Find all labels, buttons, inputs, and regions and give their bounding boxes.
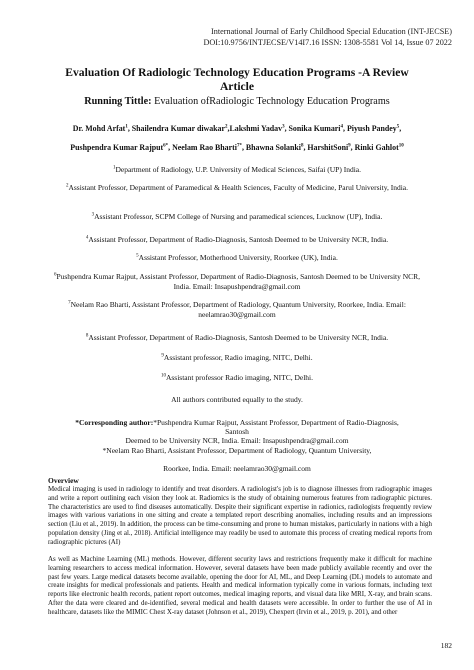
author: Neelam Rao Bharti$^{7*}$,	[172, 143, 246, 152]
page-number: 182	[440, 641, 452, 650]
author: Pushpendra Kumar Rajput$^{6*}$,	[70, 143, 173, 152]
author: Shailendra Kumar diwakar$^2$,	[131, 124, 230, 133]
author: Sonika Kumari$^4$,	[288, 124, 347, 133]
journal-header	[203, 26, 452, 48]
corresponding-author-line2: Santosh	[225, 427, 249, 436]
corresponding-author-line4: *Neelam Rao Bharti, Assistant Professor, Department of Radiology, Quantum University,	[102, 446, 372, 455]
corresponding-author-line5: Roorkee, India. Email: neelamrao30@gmail.com	[163, 464, 311, 473]
author: Piyush Pandey$^5$,	[346, 124, 402, 133]
affiliation-1: $^1$Department of Radiology, U.P. University of Medical Sciences, Saifai (UP) India.	[112, 165, 361, 174]
paper-title-line1: Evaluation Of Radiologic Technology Education Programs -A Review	[65, 66, 409, 79]
equal-contribution-note: All authors contributed equally to the study.	[171, 395, 303, 404]
affiliation-4: $^4$Assistant Professor, Department of Radio-Diagnosis, Santosh Deemed to be University NCR, India.	[85, 235, 389, 244]
authors-line-1	[30, 124, 444, 134]
running-title-label: Running Tittle:	[84, 96, 152, 107]
author: Bhawna Solanki$^8$,	[245, 143, 308, 152]
corresponding-author-line3: Deemed to be University NCR, India. Email: Insapushpendra@gmail.com	[125, 436, 349, 445]
affiliation-6: $^6$Pushpendra Kumar Rajput, Assistant Professor, Department of Radio-Diagnosis, Santosh Deemed to be University NCR, India. Email: Insapushpendra@gmail.com	[53, 272, 421, 291]
author: Lakshmi Yadav$^3$,	[229, 124, 289, 133]
affiliation-2: $^2$Assistant Professor, Department of Paramedical & Health Sciences, Faculty of Medicine, Parul University, India.	[65, 183, 409, 192]
affiliation-5: $^5$Assistant Professor, Motherhood University, Roorkee (UK), India.	[136, 253, 338, 262]
running-title-text: Evaluation ofRadiologic Technology Education Programs	[151, 96, 390, 107]
overview-paragraph-2: As well as Machine Learning (ML) methods. However, different security laws and restrictions frequently make it difficult for machine learning researchers to access medical information. However, several datasets have been made publicly available recently and over the past few years. Large medical datasets become available, opening the door for AI, ML, and Deep Learning (DL) models to automate and create insights for medical professionals and patients. Health and medical information typically come in various formats, including text reports like electronic health records, patient report outcomes, medical imaging reports, and visual data like MRI, X-ray, and brain scans. After the data were cleared and de-identified, several medical and health datasets were accessible. In order to further the use of AI in healthcare, datasets like the MIMIC Chest X-ray dataset (Johnson et al., 2019), Chexpert (Irvin et al., 2019, p. 201), and other	[48, 555, 432, 616]
affiliation-3: $^3$Assistant Professor, SCPM College of Nursing and paramedical sciences, Lucknow (UP), India.	[91, 212, 383, 221]
authors-line-2	[30, 143, 444, 153]
author: Rinki Gahlot$^{10}$	[354, 143, 404, 152]
paper-title-line2: Article	[219, 80, 255, 93]
running-title	[30, 96, 444, 108]
affiliation-8: $^8$Assistant Professor, Department of Radio-Diagnosis, Santosh Deemed to be University NCR, India.	[85, 333, 389, 342]
author: HarshitSoni$^9$,	[307, 143, 355, 152]
author: Dr. Mohd Arfat$^1$,	[72, 124, 132, 133]
journal-name: International Journal of Early Childhood Special Education (INT-JECSE)	[211, 27, 452, 36]
corresponding-author-label: *Corresponding author:	[75, 418, 154, 427]
affiliation-7: $^7$Neelam Rao Bharti, Assistant Professor, Department of Radiology, Quantum University, Roorkee, India. Email: neelamrao30@gmail.com	[68, 300, 406, 319]
corresponding-author-line1: *Corresponding author:*Pushpendra Kumar Rajput, Assistant Professor, Department of Radio-Diagnosis,	[75, 418, 399, 427]
overview-paragraph-1: Medical imaging is used in radiology to identify and treat disorders. A radiologist's job is to diagnose illnesses from radiographic images and write a report outlining each vision they look at. Radiomics is the study of obtaining numerous features from radiographic pictures. The characteristics are used to find diseases automatically. Despite their significant expertise in radionics, radiologists frequently review images with various variations in one sitting and create a templated report describing anomalies, including results and an impressions section (Liu et al., 2019). In addition, the process can be time-consuming and prone to human mistakes, particularly in nations with a high population density (Jing et al., 2018). Artificial intelligence may readily be used to automate this process of creating medical reports from radiographic pictures (AI)	[48, 485, 432, 546]
affiliation-9: $^9$Assistant professor, Radio imaging, NITC, Delhi.	[161, 353, 313, 362]
paper-title	[30, 66, 444, 94]
overview-heading: Overview	[48, 476, 79, 485]
journal-doi-issn: DOI:10.9756/INTJECSE/V14I7.16 ISSN: 1308-5581 Vol 14, Issue 07 2022	[203, 38, 452, 47]
affiliation-10: $^{10}$Assistant professor Radio imaging, NITC, Delhi.	[160, 373, 314, 382]
